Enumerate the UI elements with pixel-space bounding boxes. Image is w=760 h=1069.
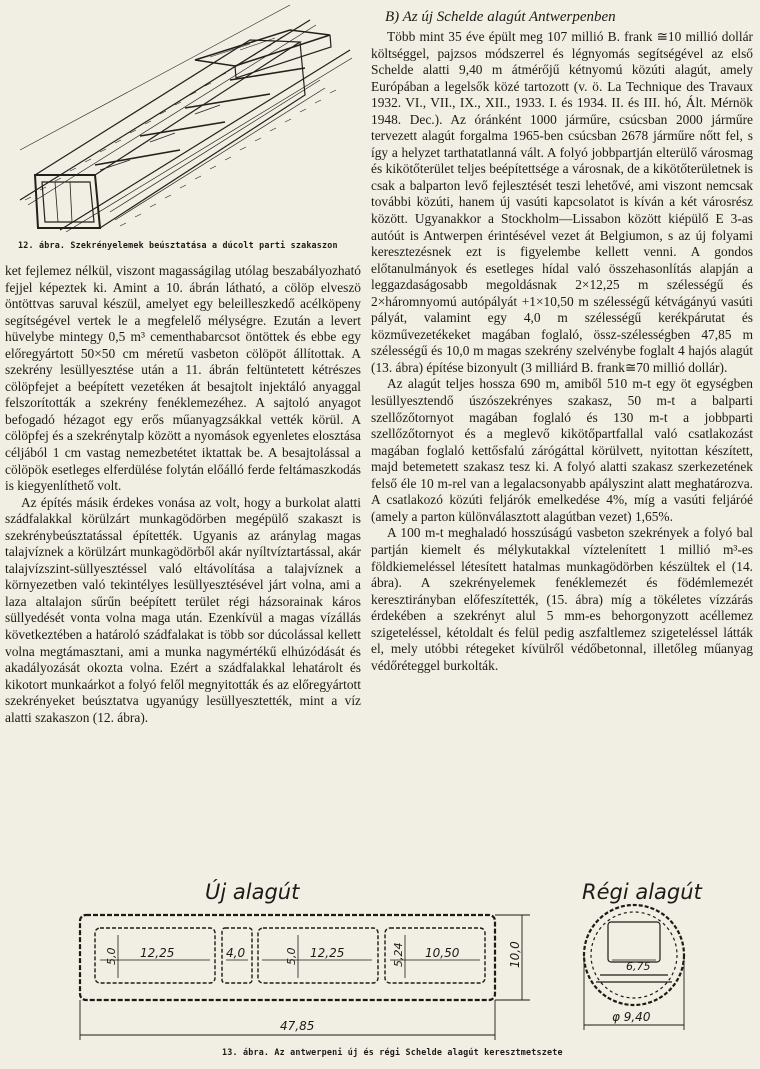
figure-12-caption: 12. ábra. Szekrényelemek beúsztatása a dúcolt parti szakaszon — [18, 240, 338, 250]
old-tunnel-title: Régi alagút — [582, 880, 702, 904]
paragraph: Több mint 35 éve épült meg 107 millió B. frank ≅10 millió dollár költséggel, pajzsos módszerrel és légnyomás segítségével az első Schelde alatti 9,40 m átmérőjű kétnyomú közúti alagút, amely Európában a legelsők közé tartozott (v. ö. La Technique des Travaux 1932. VI., VII., IX., XII., 1933. I. és 1934. II. és III. hó, Ált. Mérnök 1948. Dec.). Az óránként 1000 járműre, csúcsban 2000 járműre tervezett alagút forgalma 1965-ben csúcsban 2678 járműre nőtt fel, s így a helyzet tarthatatlanná vált. A folyó jobbpartján elterülő városmag és kikötőterület teljes beépítettsége a városnak, de a kikötőterületnek is csak a balparton levő fejlesztését teszi lehetővé, ami viszont nemcsak további közúti, hanem új vasúti kapcsolatot is kíván a két városrész között. Ugyanakkor a Stockholm—Lissabon között kiépülő E 3-as autóút is Antwerpen érintésével vezet át Belgiumon, s az új folyami keresztezésnek ezt is figyelembe kellett venni. A gondos előtanulmányok és esetleges hídal való összehasonlítás alapján a leggazdaságosabb megoldásnak 2×12,25 m szélességű és 2×háromnyomú autópályát +1×10,50 m szélességű kétvágányú vasúti pályát, valamint egy 4,0 m szélességű kerékpárutat és közművezetékeket magában foglaló, össz-szélességben 47,85 m szélességű és 10,0 m magas szekrény szelvénybe foglalt 4 hajós alagút (13. ábra) építése bizonyult (3 milliárd B. frank≅70 millió dollár). — [371, 29, 753, 375]
dim-right-height: 5,24 — [392, 942, 405, 967]
paragraph: A 100 m-t meghaladó hosszúságú vasbeton szekrények a folyó bal partján kiemelt és mélykutakkal víztelenített 1 millió m³-es földkiemeléssel létesített hatalmas munkagödörben készültek el (14. ábra). A szekrényelemek fenéklemezét és födémlemezét keresztirányban előfeszítették, (15. ábra) míg a tökéletes vízzárás érdekében a szekrényt alul 5 mm-es behorgonyzott acéllemez szigeteléssel, kétoldalt és felül pedig aszfaltlemez szigeteléssel látták el, mely utóbbi rétegeket kívülről védőbetonnal, illetőleg műanyag védőréteggel burkolták. — [371, 525, 753, 673]
service-cell — [222, 928, 252, 983]
dim-rail-width: 10,50 — [425, 946, 460, 960]
dim-mid-height: 5,0 — [285, 947, 298, 965]
dim-road-right-width: 12,25 — [310, 946, 345, 960]
right-column — [371, 29, 753, 674]
new-tunnel-outline — [80, 915, 495, 1000]
old-tunnel-outline — [584, 905, 684, 1005]
left-column — [5, 263, 361, 726]
figure-13-caption: 13. ábra. Az antwerpeni új és régi Schelde alagút keresztmetszete — [222, 1047, 563, 1057]
dim-total-width: 47,85 — [280, 1019, 315, 1033]
road-cell-left — [95, 928, 215, 983]
dim-service-width: 4,0 — [226, 946, 246, 960]
dim-old-road-width: 6,75 — [626, 960, 651, 973]
new-tunnel-title: Új alagút — [205, 880, 300, 904]
figure-12-illustration — [0, 0, 370, 240]
dim-road-left-width: 12,25 — [140, 946, 175, 960]
paragraph: Az alagút teljes hossza 690 m, amiből 510 m-t egy öt egységben lesüllyesztendő úszószekrényes szakasz, 50 m-t a balparti szellőzőtornyot magában foglaló és 130 m-t a jobbparti szellőzőtornyot és a meglevő kikötőpartfallal való csatlakozást magában foglaló kettősfalú zárógáttal körülvett, nyitottan készített, majd betemetett szakasz tesz ki. A folyó alatti szakasz szerkezetének felső éle 10 m-rel van a legalacsonyabb apályszint alatt meghatározva. A csatlakozó közúti feljárók emelkedése 4%, míg a vasúti feljáróé (amely a parton különválasztott alagútban vezet) 1,65%. — [371, 376, 753, 524]
paragraph: ket fejlemez nélkül, viszont magasságilag utólag beszabályozható fejjel képeztek ki. Amint a 10. ábrán látható, a cölöp elveszö öntöttvas saruval készül, amelyet egy beleilleszkedő acélköpeny segítségével vertek le a megfelelő mélységre. Ezután a levert hüvelybe mintegy 0,5 m³ cementhabarcsot öntöttek és ebbe egy előregyártott 50×50 cm méretű vasbeton cölöpöt állítottak. A szekrény lesüllyesztése után a 11. ábrán feltüntetett kétrészes cölöpfejet a beépített vezetéken át besajtolt injektáló anyaggal felszorították a szekrény fenéklemezéhez. A sajtoló anyagot befogadó hézagot egy erős műanyagzsákkal vették körül. A cölöpfej és a szekrénytalp között a nyomások egyenletes elosztása céljából 1 cm vastag nemezbetétet iktattak be. A besajtolással a cölöpök esetleges elferdülése folytán előálló ferde feltámaszkodás is kiegyenlíthető volt. — [5, 263, 361, 494]
dim-old-diameter: φ 9,40 — [612, 1010, 651, 1024]
dim-total-height: 10,0 — [508, 941, 522, 968]
section-heading: B) Az új Schelde alagút Antwerpenben — [385, 9, 616, 25]
rail-cell — [385, 928, 485, 983]
dim-left-height: 5,0 — [105, 947, 118, 965]
road-cell-right — [258, 928, 378, 983]
paragraph: Az építés másik érdekes vonása az volt, hogy a burkolat alatti szádfalakkal körülzárt munkagödörben megépülő szakaszt is szekrénybeúsztatással építették. Ugyanis az aránylag magas talajvíznek a körülzárt munkagödörből akár nyíltvíztartással, akár talajvízszint-süllyesztéssel való eltávolítása a talajvíznek a környezetben való tekintélyes lesüllyesztésével járt volna, ami a laza altalajon sűrűn beépített terület régi házsorainak káros süllyedését vonta volna maga után. Ezenkívül a magas vízállás következtében a határoló szádfalakat is több sor dúcolással kellett volna megtámasztani, ami a munka nagymértékű elhúzódását és akadályozását okozta volna. Ezért a szádfalakkal lehatárolt és kikotort munkaárkot a folyó felől megnyitották és az előregyártott szekrényeket beúsztatva ugyanúgy lesüllyesztették, mint a víz alatti szakaszon (12. ábra). — [5, 494, 361, 725]
